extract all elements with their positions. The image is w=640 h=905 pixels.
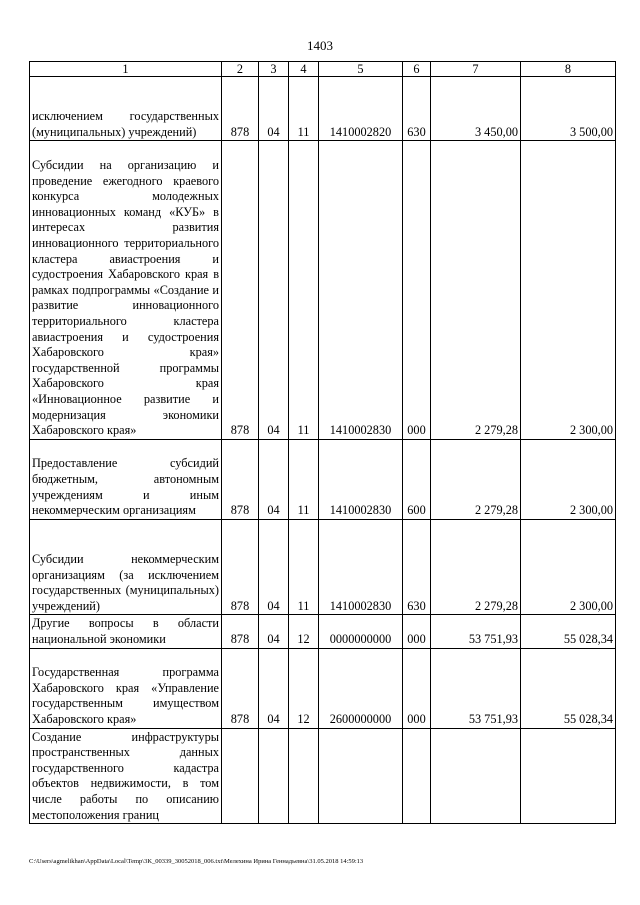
- row-name-cell: Государственная программа Хабаровского края «Управление государственным имуществом Хабаровского края»: [30, 648, 222, 728]
- amount-2020-cell: 2 300,00: [521, 519, 616, 615]
- chapter-code-cell: 878: [222, 519, 259, 615]
- header-cell: 6: [403, 62, 431, 77]
- header-cell: 1: [30, 62, 222, 77]
- row-name-cell: исключением государственных (муниципальных) учреждений): [30, 77, 222, 141]
- row-name-cell: Субсидии некоммерческим организациям (за исключением государственных (муниципальных) учреждений): [30, 519, 222, 615]
- table-row: [30, 728, 616, 824]
- section-code-cell: 04: [259, 648, 289, 728]
- amount-2020-cell: 2 300,00: [521, 439, 616, 519]
- section-code-cell: 04: [259, 141, 289, 439]
- target-article-cell: 1410002830: [319, 519, 403, 615]
- table-row: [30, 77, 616, 141]
- section-code-cell: 04: [259, 519, 289, 615]
- subsection-code-cell: 11: [289, 141, 319, 439]
- chapter-code-cell: 878: [222, 648, 259, 728]
- subsection-code-cell: 11: [289, 519, 319, 615]
- table-row: [30, 439, 616, 519]
- expense-type-cell: 630: [403, 519, 431, 615]
- table-row: [30, 615, 616, 648]
- amount-2019-cell: 53 751,93: [431, 648, 521, 728]
- chapter-code-cell: 878: [222, 77, 259, 141]
- amount-2020-cell: [521, 728, 616, 824]
- subsection-code-cell: 12: [289, 648, 319, 728]
- header-cell: 4: [289, 62, 319, 77]
- expense-type-cell: 630: [403, 77, 431, 141]
- header-cell: 5: [319, 62, 403, 77]
- row-name-cell: Субсидии на организацию и проведение ежегодного краевого конкурса молодежных инновационных команд «КУБ» в интересах развития инновационного территориального кластера авиастроения и судостроения Хабаровского края в рамках подпрограммы «Создание и развитие инновационного территориального кластера авиастроения и судостроения Хабаровского края» государственной программы Хабаровского края «Инновационное развитие и модернизация экономики Хабаровского края»: [30, 141, 222, 439]
- header-cell: 8: [521, 62, 616, 77]
- row-name-cell: Другие вопросы в области национальной экономики: [30, 615, 222, 648]
- section-code-cell: 04: [259, 77, 289, 141]
- header-row: [30, 62, 616, 77]
- chapter-code-cell: 878: [222, 439, 259, 519]
- subsection-code-cell: 11: [289, 439, 319, 519]
- subsection-code-cell: 11: [289, 77, 319, 141]
- target-article-cell: 0000000000: [319, 615, 403, 648]
- amount-2020-cell: 2 300,00: [521, 141, 616, 439]
- target-article-cell: 1410002820: [319, 77, 403, 141]
- chapter-code-cell: 878: [222, 141, 259, 439]
- table-row: [30, 519, 616, 615]
- row-name-cell: Создание инфраструктуры пространственных данных государственного кадастра объектов недвижимости, в том числе работы по описанию местоположения границ: [30, 728, 222, 824]
- amount-2019-cell: 2 279,28: [431, 519, 521, 615]
- target-article-cell: 2600000000: [319, 648, 403, 728]
- amount-2019-cell: 53 751,93: [431, 615, 521, 648]
- amount-2019-cell: 3 450,00: [431, 77, 521, 141]
- amount-2020-cell: 55 028,34: [521, 648, 616, 728]
- page-number: 1403: [307, 38, 333, 53]
- target-article-cell: 1410002830: [319, 439, 403, 519]
- amount-2019-cell: 2 279,28: [431, 439, 521, 519]
- header-cell: 2: [222, 62, 259, 77]
- amount-2020-cell: 3 500,00: [521, 77, 616, 141]
- expense-type-cell: [403, 728, 431, 824]
- chapter-code-cell: [222, 728, 259, 824]
- header-cell: 3: [259, 62, 289, 77]
- table-row: [30, 648, 616, 728]
- amount-2019-cell: 2 279,28: [431, 141, 521, 439]
- subsection-code-cell: [289, 728, 319, 824]
- target-article-cell: [319, 728, 403, 824]
- subsection-code-cell: 12: [289, 615, 319, 648]
- section-code-cell: [259, 728, 289, 824]
- expense-type-cell: 600: [403, 439, 431, 519]
- amount-2020-cell: 55 028,34: [521, 615, 616, 648]
- section-code-cell: 04: [259, 439, 289, 519]
- section-code-cell: 04: [259, 615, 289, 648]
- table-row: [30, 141, 616, 439]
- expense-type-cell: 000: [403, 141, 431, 439]
- chapter-code-cell: 878: [222, 615, 259, 648]
- expense-type-cell: 000: [403, 648, 431, 728]
- amount-2019-cell: [431, 728, 521, 824]
- row-name-cell: Предоставление субсидий бюджетным, автономным учреждениям и иным некоммерческим организациям: [30, 439, 222, 519]
- expense-type-cell: 000: [403, 615, 431, 648]
- header-cell: 7: [431, 62, 521, 77]
- file-path-footer: C:\Users\agmelikhan\AppData\Local\Temp\3K_00339_30052018_006.txt\Мелехина Ирина Геннадьевна\31.05.2018 14:59:13: [29, 858, 364, 865]
- budget-table: [29, 61, 616, 824]
- target-article-cell: 1410002830: [319, 141, 403, 439]
